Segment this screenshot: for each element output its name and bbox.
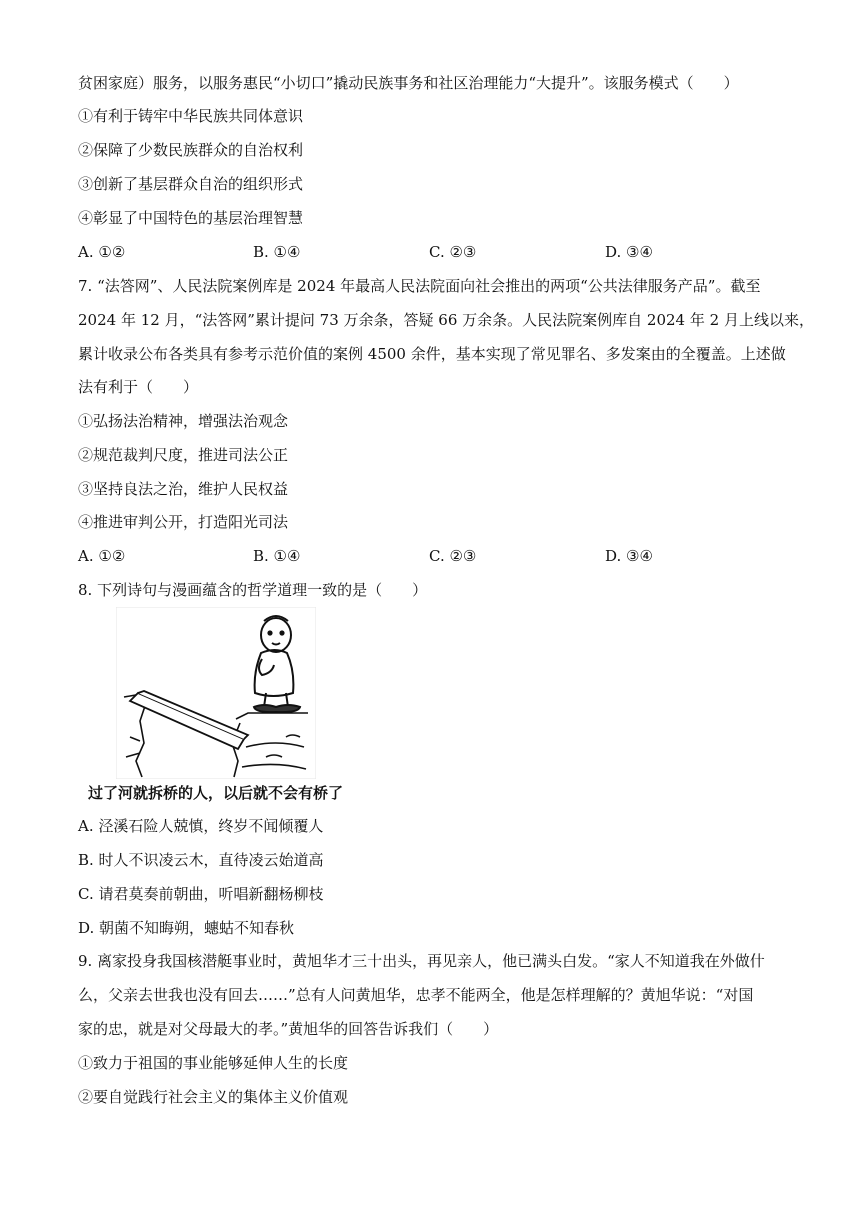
cartoon-bridge-image: [116, 607, 316, 779]
q7-stem-line-1: 7. “法答网”、人民法院案例库是 2024 年最高人民法院面向社会推出的两项“公共法律服务产品”。截至: [78, 277, 761, 295]
q8-stem: 8. 下列诗句与漫画蕴含的哲学道理一致的是（ ）: [78, 581, 428, 599]
q8-option-d[interactable]: D. 朝菌不知晦朔，蟪蛄不知春秋: [78, 919, 295, 937]
q6-item-2: ②保障了少数民族群众的自治权利: [78, 141, 304, 159]
q7-stem-line-4: 法有利于（ ）: [78, 378, 199, 396]
q9-item-1: ①致力于祖国的事业能够延伸人生的长度: [78, 1054, 349, 1072]
q8-option-c[interactable]: C. 请君莫奏前朝曲，听唱新翻杨柳枝: [78, 885, 324, 903]
q7-item-4: ④推进审判公开，打造阳光司法: [78, 513, 289, 531]
q9-item-2: ②要自觉践行社会主义的集体主义价值观: [78, 1088, 349, 1106]
q6-option-b[interactable]: B. ①④: [253, 243, 301, 261]
q7-item-3: ③坚持良法之治，维护人民权益: [78, 480, 289, 498]
q6-item-4: ④彰显了中国特色的基层治理智慧: [78, 209, 304, 227]
q7-option-a[interactable]: A. ①②: [78, 547, 126, 565]
q9-stem-line-3: 家的忠，就是对父母最大的孝。”黄旭华的回答告诉我们（ ）: [78, 1020, 499, 1038]
q9-stem-line-1: 9. 离家投身我国核潜艇事业时，黄旭华才三十出头，再见亲人，他已满头白发。“家人不知道我在外做什: [78, 952, 765, 970]
q8-option-a[interactable]: A. 泾溪石险人兢慎，终岁不闻倾覆人: [78, 817, 324, 835]
q6-stem-tail: 贫困家庭）服务，以服务惠民“小切口”撬动民族事务和社区治理能力“大提升”。该服务模式（ ）: [78, 74, 739, 92]
q7-item-2: ②规范裁判尺度，推进司法公正: [78, 446, 289, 464]
q6-option-c[interactable]: C. ②③: [429, 243, 477, 261]
q6-option-d[interactable]: D. ③④: [605, 243, 653, 261]
q6-item-1: ①有利于铸牢中华民族共同体意识: [78, 107, 304, 125]
cartoon-caption: 过了河就拆桥的人，以后就不会有桥了: [88, 784, 344, 802]
q6-option-a[interactable]: A. ①②: [78, 243, 126, 261]
q8-option-b[interactable]: B. 时人不识凌云木，直待凌云始道高: [78, 851, 324, 869]
q7-item-1: ①弘扬法治精神，增强法治观念: [78, 412, 289, 430]
q6-item-3: ③创新了基层群众自治的组织形式: [78, 175, 304, 193]
q7-stem-line-2: 2024 年 12 月，“法答网”累计提问 73 万余条，答疑 66 万余条。人民法院案例库自 2024 年 2 月上线以来，: [78, 311, 814, 329]
q7-option-c[interactable]: C. ②③: [429, 547, 477, 565]
q9-stem-line-2: 么，父亲去世我也没有回去……”总有人问黄旭华，忠孝不能两全，他是怎样理解的？黄旭华说：“对国: [78, 986, 754, 1004]
q7-option-b[interactable]: B. ①④: [253, 547, 301, 565]
q7-option-d[interactable]: D. ③④: [605, 547, 653, 565]
q7-stem-line-3: 累计收录公布各类具有参考示范价值的案例 4500 余件，基本实现了常见罪名、多发案由的全覆盖。上述做: [78, 345, 786, 363]
